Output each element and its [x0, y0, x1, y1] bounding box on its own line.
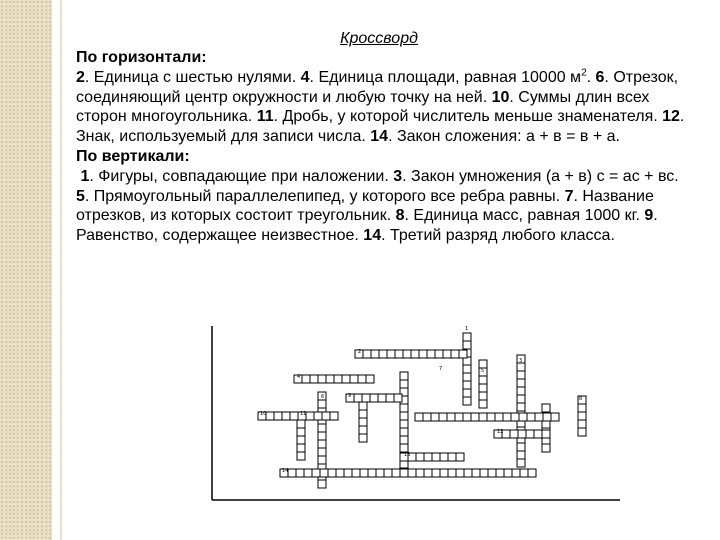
crossword-cell[interactable]: [359, 410, 367, 418]
crossword-cell[interactable]: [519, 413, 527, 421]
crossword-cell[interactable]: [456, 469, 464, 477]
crossword-cell[interactable]: [360, 469, 368, 477]
crossword-cell[interactable]: [274, 412, 282, 420]
cell-number-label: 11: [300, 411, 307, 417]
crossword-cell[interactable]: [350, 375, 358, 383]
crossword-cell[interactable]: [376, 469, 384, 477]
crossword-cell[interactable]: [496, 469, 504, 477]
crossword-cell[interactable]: [400, 404, 408, 412]
crossword-cell[interactable]: [306, 412, 314, 420]
crossword-cell[interactable]: [578, 428, 586, 436]
crossword-cell[interactable]: [480, 469, 488, 477]
crossword-cell[interactable]: [310, 375, 318, 383]
crossword-cell[interactable]: [455, 413, 463, 421]
crossword-cell[interactable]: [463, 341, 471, 349]
crossword-cell[interactable]: [297, 428, 305, 436]
crossword-cell[interactable]: [363, 350, 371, 358]
cell-number-label: 7: [439, 366, 443, 372]
crossword-cell[interactable]: [359, 418, 367, 426]
crossword-cell[interactable]: [463, 373, 471, 381]
crossword-cell[interactable]: [342, 375, 350, 383]
crossword-cell[interactable]: [320, 469, 328, 477]
crossword-cell[interactable]: [266, 412, 274, 420]
crossword-cell[interactable]: [378, 394, 386, 402]
crossword-cell[interactable]: [322, 412, 330, 420]
crossword-cell[interactable]: [518, 430, 526, 438]
crossword-cell[interactable]: [400, 380, 408, 388]
crossword-cell[interactable]: [535, 413, 543, 421]
crossword-cell[interactable]: [424, 469, 432, 477]
crossword-cell[interactable]: [359, 426, 367, 434]
vertical-heading: По вертикали:: [76, 147, 190, 165]
crossword-cell[interactable]: [400, 428, 408, 436]
crossword-cell[interactable]: [400, 436, 408, 444]
cell-number-label: 3: [519, 358, 523, 364]
crossword-cell[interactable]: [495, 413, 503, 421]
crossword-cell[interactable]: [387, 350, 395, 358]
crossword-cell[interactable]: [517, 443, 525, 451]
crossword-cell[interactable]: [416, 469, 424, 477]
crossword-cell[interactable]: [392, 469, 400, 477]
crossword-cell[interactable]: [296, 469, 304, 477]
crossword-cell[interactable]: [408, 469, 416, 477]
crossword-cell[interactable]: [419, 350, 427, 358]
crossword-cell[interactable]: [463, 365, 471, 373]
crossword-cell[interactable]: [358, 375, 366, 383]
crossword-cell[interactable]: [370, 394, 378, 402]
horizontal-clues: 2. Единица с шестью нулями. 4. Единица площади, равная 10000 $м^2$. 6. Отрезок, соединяющий центр окружности и любую точку на ней. 10. Суммы длин всех сторон многоугольника. 11. Дробь, у которой числитель меньше знаменателя. 12. Знак, используемый для записи числа. 14. Закон сложения: а + в = в + а.: [76, 67, 685, 146]
crossword-cell[interactable]: [318, 456, 326, 464]
crossword-cell[interactable]: [517, 459, 525, 467]
crossword-cell[interactable]: [517, 387, 525, 395]
crossword-cell[interactable]: [488, 469, 496, 477]
crossword-cell[interactable]: [456, 453, 464, 461]
crossword-cell[interactable]: [394, 394, 402, 402]
crossword-cell[interactable]: [366, 375, 374, 383]
crossword-cell[interactable]: [318, 448, 326, 456]
crossword-cell[interactable]: [411, 350, 419, 358]
crossword-cell[interactable]: [443, 350, 451, 358]
crossword-cell[interactable]: [459, 350, 467, 358]
crossword-cell[interactable]: [297, 444, 305, 452]
crossword-cell[interactable]: [517, 363, 525, 371]
crossword-cell[interactable]: [512, 469, 520, 477]
crossword-cell[interactable]: [527, 413, 535, 421]
crossword-cell[interactable]: [448, 469, 456, 477]
crossword-cell[interactable]: [427, 350, 435, 358]
crossword-cell[interactable]: [400, 372, 408, 380]
crossword-cell[interactable]: [371, 350, 379, 358]
crossword-cell[interactable]: [464, 469, 472, 477]
crossword-cell[interactable]: [431, 413, 439, 421]
crossword-cell[interactable]: [463, 333, 471, 341]
cell-number-label: 1: [465, 326, 469, 332]
crossword-cell[interactable]: [314, 412, 322, 420]
crossword-cell[interactable]: [517, 395, 525, 403]
crossword-cell[interactable]: [463, 397, 471, 405]
crossword-cell[interactable]: [517, 371, 525, 379]
crossword-cell[interactable]: [471, 413, 479, 421]
crossword-cell[interactable]: [440, 469, 448, 477]
crossword-cell[interactable]: [352, 469, 360, 477]
crossword-cell[interactable]: [384, 469, 392, 477]
crossword-cell[interactable]: [336, 469, 344, 477]
crossword-cell[interactable]: [400, 469, 408, 477]
crossword-cell[interactable]: [479, 376, 487, 384]
crossword-cell[interactable]: [328, 469, 336, 477]
crossword-cell[interactable]: [318, 424, 326, 432]
crossword-cell[interactable]: [379, 350, 387, 358]
crossword-cell[interactable]: [451, 350, 459, 358]
crossword-cell[interactable]: [517, 379, 525, 387]
crossword-cell[interactable]: [326, 375, 334, 383]
crossword-cell[interactable]: [297, 452, 305, 460]
crossword-cell[interactable]: [400, 444, 408, 452]
crossword-cell[interactable]: [432, 469, 440, 477]
crossword-cell[interactable]: [400, 412, 408, 420]
crossword-cell[interactable]: [330, 412, 338, 420]
crossword-cell[interactable]: [359, 434, 367, 442]
crossword-cell[interactable]: [528, 469, 536, 477]
crossword-cell[interactable]: [423, 413, 431, 421]
cell-number-label: 2: [358, 349, 362, 355]
crossword-cell[interactable]: [386, 394, 394, 402]
crossword-cell[interactable]: [395, 350, 403, 358]
crossword-cell[interactable]: [403, 350, 411, 358]
crossword-cell[interactable]: [463, 389, 471, 397]
crossword-cell[interactable]: [463, 413, 471, 421]
crossword-cell[interactable]: [510, 430, 518, 438]
cell-number-label: 4: [297, 374, 301, 380]
crossword-cell[interactable]: [543, 413, 551, 421]
crossword-cell[interactable]: [448, 453, 456, 461]
crossword-cell[interactable]: [282, 412, 290, 420]
crossword-cell[interactable]: [435, 350, 443, 358]
crossword-cell[interactable]: [479, 413, 487, 421]
crossword-cell[interactable]: [297, 436, 305, 444]
crossword-cell[interactable]: [542, 444, 550, 452]
crossword-cell[interactable]: [304, 469, 312, 477]
crossword-cell[interactable]: [503, 413, 511, 421]
crossword-cell[interactable]: [344, 469, 352, 477]
crossword-cell[interactable]: [511, 413, 519, 421]
cell-number-label: 10: [260, 411, 267, 417]
crossword-cell[interactable]: [318, 480, 326, 488]
crossword-cell[interactable]: [542, 430, 550, 438]
crossword-cell[interactable]: [359, 402, 367, 410]
crossword-cell[interactable]: [520, 469, 528, 477]
crossword-cell[interactable]: [440, 453, 448, 461]
crossword-cell[interactable]: [439, 413, 447, 421]
cell-number-label: 9: [348, 393, 352, 399]
cell-number-label: 12: [497, 429, 504, 435]
vertical-clues: 1. Фигуры, совпадающие при наложении. 3. Закон умножения (а + в) с = ас + вс. 5. Прямоугольный параллелепипед, у которого все ребра равны. 7. Название отрезков, из которых состоит треугольник. 8. Единица масс, равная 1000 кг. 9. Равенство, содержащее неизвестное. 14. Третий разряд любого класса.: [76, 167, 679, 245]
crossword-cell[interactable]: [297, 420, 305, 428]
crossword-cell[interactable]: [415, 413, 423, 421]
cell-number-label: 13: [404, 452, 411, 458]
crossword-cell[interactable]: [432, 453, 440, 461]
crossword-cell[interactable]: [517, 403, 525, 411]
crossword-cell[interactable]: [517, 451, 525, 459]
crossword-cell[interactable]: [416, 453, 424, 461]
crossword-cell[interactable]: [318, 375, 326, 383]
cell-number-label: 6: [321, 394, 325, 400]
crossword-cell[interactable]: [302, 375, 310, 383]
crossword-cell[interactable]: [334, 375, 342, 383]
crossword-cell[interactable]: [463, 381, 471, 389]
crossword-cell[interactable]: [447, 413, 455, 421]
crossword-cell[interactable]: [479, 384, 487, 392]
crossword-cell[interactable]: [534, 430, 542, 438]
crossword-cell[interactable]: [400, 420, 408, 428]
crossword-cell[interactable]: [290, 412, 298, 420]
crossword-cell[interactable]: [312, 469, 320, 477]
crossword-cell[interactable]: [479, 400, 487, 408]
crossword-cell[interactable]: [578, 404, 586, 412]
crossword-cell[interactable]: [542, 404, 550, 412]
crossword-cell[interactable]: [362, 394, 370, 402]
crossword-cell[interactable]: [578, 412, 586, 420]
crossword-cell[interactable]: [526, 430, 534, 438]
horizontal-heading: По горизонтали:: [76, 49, 207, 66]
crossword-cell[interactable]: [318, 440, 326, 448]
crossword-cell[interactable]: [354, 394, 362, 402]
crossword-cell[interactable]: [479, 360, 487, 368]
crossword-cell[interactable]: [368, 469, 376, 477]
crossword-cell[interactable]: [472, 469, 480, 477]
cell-number-label: 5: [481, 368, 485, 374]
crossword-cell[interactable]: [479, 392, 487, 400]
crossword-cell[interactable]: [487, 413, 495, 421]
crossword-cell[interactable]: [551, 413, 559, 421]
crossword-cell[interactable]: [424, 453, 432, 461]
crossword-cell[interactable]: [504, 469, 512, 477]
page-title: Кроссворд: [340, 30, 418, 47]
cell-number-label: 14: [282, 468, 289, 474]
crossword-cell[interactable]: [578, 420, 586, 428]
crossword-cell[interactable]: [288, 469, 296, 477]
crossword-cell[interactable]: [318, 400, 326, 408]
crossword-cell[interactable]: [318, 432, 326, 440]
cell-number-label: 8: [579, 396, 583, 402]
